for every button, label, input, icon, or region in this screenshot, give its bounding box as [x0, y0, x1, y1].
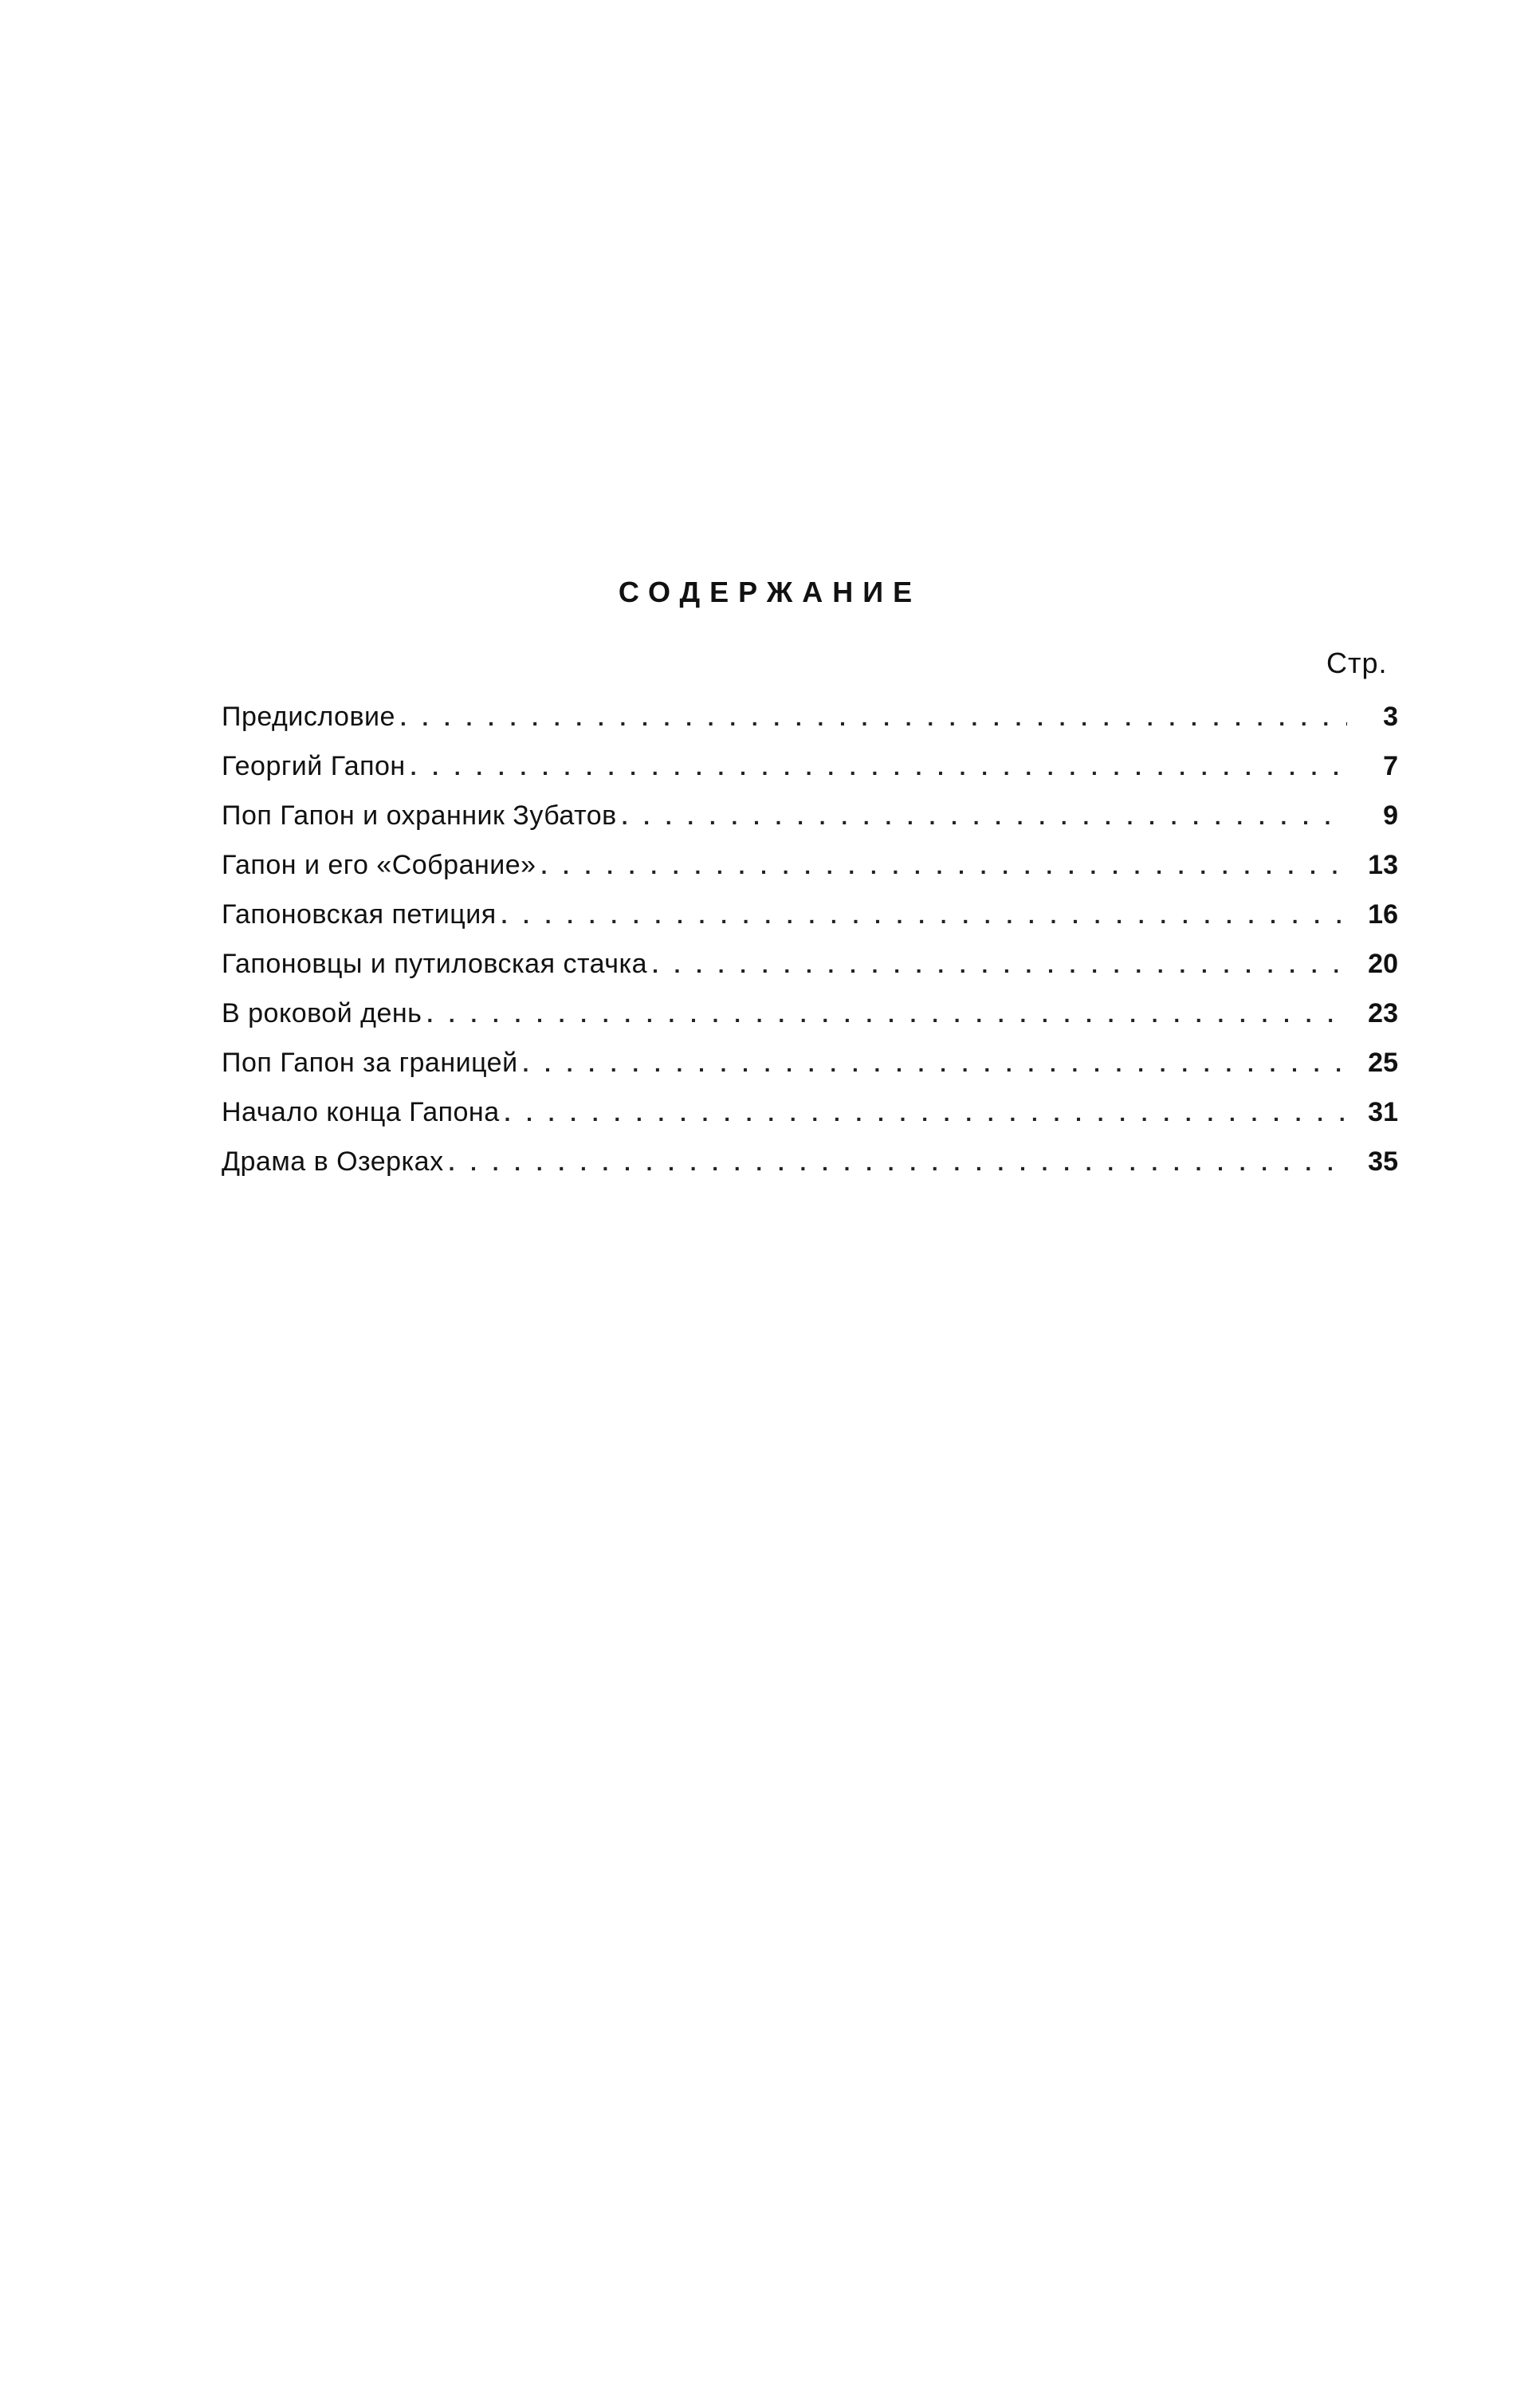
toc-entry-page: 9: [1383, 800, 1398, 831]
toc-entry-page: 20: [1368, 949, 1398, 979]
toc-entry: [222, 1087, 1398, 1137]
toc-entry-page: 25: [1368, 1048, 1398, 1078]
toc-entry-title: Гапон и его «Собрание»: [222, 850, 536, 880]
toc-entry: [222, 692, 1398, 741]
toc-entry: [222, 890, 1398, 939]
toc-entry: [222, 1038, 1398, 1087]
dot-leader: [523, 1040, 1347, 1089]
dot-leader: [449, 1138, 1347, 1188]
toc-entry-title: Поп Гапон за границей: [222, 1048, 518, 1078]
dot-leader: [541, 842, 1347, 891]
table-of-contents: [222, 692, 1398, 1186]
toc-entry-page: 16: [1368, 899, 1398, 930]
dot-leader: [622, 792, 1347, 842]
dot-leader: [652, 941, 1347, 990]
toc-entry-title: Поп Гапон и охранник Зубатов: [222, 800, 617, 831]
toc-entry: [222, 791, 1398, 840]
toc-entry-title: В роковой день: [222, 998, 422, 1028]
toc-entry-title: Гапоновская петиция: [222, 899, 497, 930]
toc-entry-title: Начало конца Гапона: [222, 1097, 500, 1127]
toc-entry-title: Драма в Озерках: [222, 1146, 444, 1177]
dot-leader: [411, 743, 1347, 792]
toc-entry: [222, 989, 1398, 1038]
toc-entry-title: Георгий Гапон: [222, 751, 406, 781]
toc-entry-page: 3: [1383, 702, 1398, 732]
toc-entry: [222, 1137, 1398, 1186]
toc-entry: [222, 741, 1398, 791]
dot-leader: [426, 990, 1347, 1040]
toc-entry-page: 7: [1383, 751, 1398, 781]
toc-entry-title: Предисловие: [222, 702, 395, 732]
toc-entry-page: 23: [1368, 998, 1398, 1028]
dot-leader: [501, 891, 1347, 941]
toc-entry: [222, 939, 1398, 989]
dot-leader: [400, 694, 1347, 743]
toc-entry-page: 13: [1368, 850, 1398, 880]
page-title: СОДЕРЖАНИЕ: [618, 576, 922, 608]
toc-entry: [222, 840, 1398, 890]
toc-entry-page: 31: [1368, 1097, 1398, 1127]
page-column-label: Стр.: [1326, 647, 1388, 679]
dot-leader: [505, 1089, 1347, 1138]
toc-entry-page: 35: [1368, 1146, 1398, 1177]
toc-entry-title: Гапоновцы и путиловская стачка: [222, 949, 648, 979]
